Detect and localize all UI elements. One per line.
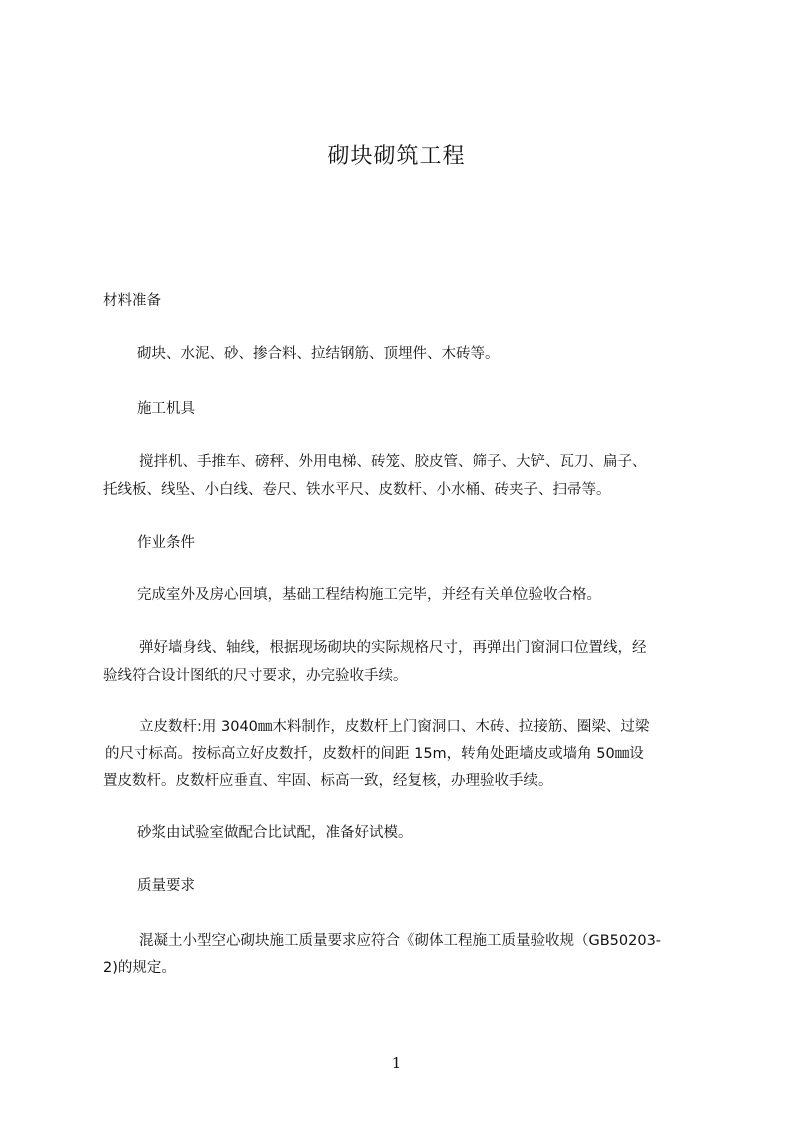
condition-2 bbox=[103, 635, 705, 690]
conditions-heading: 作业条件 bbox=[137, 535, 195, 551]
quality-heading: 质量要求 bbox=[137, 878, 195, 894]
tools-line-2: 托线板、线坠、小白线、卷尺、铁水平尺、皮数杆、小水桶、砖夹子、扫帚等。 bbox=[103, 482, 611, 498]
page-title: 砌块砌筑工程 bbox=[327, 144, 466, 169]
condition-2-line-1: 弹好墙身线、轴线，根据现场砌块的实际规格尺寸，再弹出门窗洞口位置线，经 bbox=[139, 640, 647, 656]
condition-3-line-1: 立皮数杆:用 3040㎜木料制作，皮数杆上门窗洞口、木砖、拉接筋、圈梁、过梁 bbox=[139, 719, 650, 735]
quality-line-1: 混凝土小型空心砌块施工质量要求应符合《砌体工程施工质量验收规（GB50203- bbox=[139, 933, 662, 949]
condition-3-line-2: 的尺寸标高。按标高立好皮数扦，皮数杆的间距 15m，转角处距墙皮或墙角 50㎜设 bbox=[105, 746, 644, 762]
page-number: 1 bbox=[391, 1054, 402, 1072]
materials-heading: 材料准备 bbox=[103, 293, 161, 309]
condition-1: 完成室外及房心回填，基础工程结构施工完毕，并经有关单位验收合格。 bbox=[137, 587, 601, 603]
materials-text: 砌块、水泥、砂、掺合料、拉结钢筋、顶埋件、木砖等。 bbox=[137, 346, 500, 362]
condition-4: 砂浆由试验室做配合比试配，准备好试模。 bbox=[137, 825, 413, 841]
condition-2-line-2: 验线符合设计图纸的尺寸要求，办完验收手续。 bbox=[103, 668, 408, 684]
condition-3 bbox=[103, 714, 705, 795]
condition-3-line-3: 置皮数杆。皮数杆应垂直、牢固、标高一致，经复核，办理验收手续。 bbox=[103, 773, 553, 789]
tools-paragraph bbox=[103, 449, 705, 504]
quality-paragraph bbox=[103, 928, 705, 982]
quality-line-2: 2)的规定。 bbox=[103, 960, 176, 976]
tools-line-1: 搅拌机、手推车、磅秤、外用电梯、砖笼、胶皮管、筛子、大铲、瓦刀、扁子、 bbox=[139, 454, 647, 470]
tools-heading: 施工机具 bbox=[137, 401, 195, 417]
